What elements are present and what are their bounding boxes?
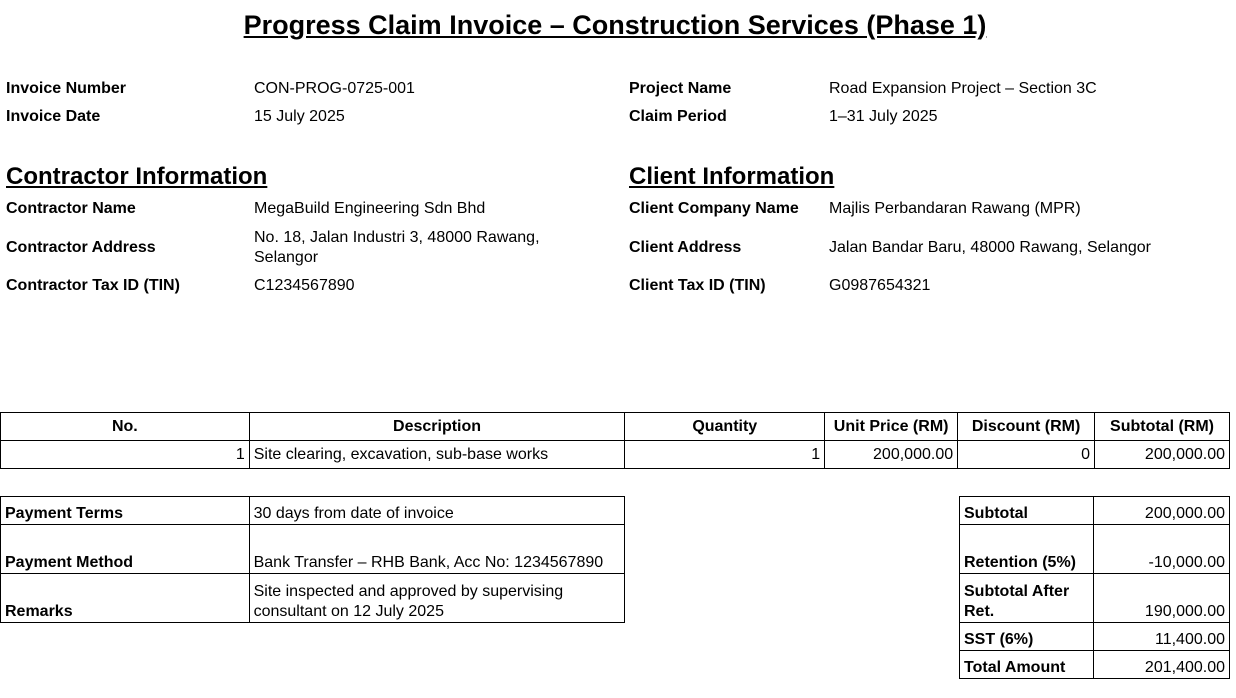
client-tin-value: G0987654321: [829, 277, 931, 294]
payment-terms-value: 30 days from date of invoice: [249, 497, 624, 525]
cell-subtotal: 200,000.00: [1095, 441, 1230, 469]
table-row: [1, 441, 1230, 469]
header-unit-price: Unit Price (RM): [825, 413, 958, 441]
after-retention-label: Subtotal After Ret.: [960, 574, 1094, 623]
sst-value: 11,400.00: [1094, 623, 1230, 651]
after-retention-value: 190,000.00: [1094, 574, 1230, 623]
header-no: No.: [1, 413, 250, 441]
contractor-address-value: No. 18, Jalan Industri 3, 48000 Rawang, Selangor: [254, 229, 540, 266]
cell-discount: 0: [958, 441, 1095, 469]
total-amount-row: [960, 651, 1230, 679]
cell-description: Site clearing, excavation, sub-base works: [249, 441, 625, 469]
remarks-row: [1, 574, 625, 623]
contractor-tin-value: C1234567890: [254, 277, 355, 294]
cell-quantity: 1: [625, 441, 825, 469]
payment-method-label: Payment Method: [1, 525, 250, 574]
header-description: Description: [249, 413, 625, 441]
contractor-name-value: MegaBuild Engineering Sdn Bhd: [254, 200, 486, 217]
client-heading: Client Information: [629, 163, 835, 190]
payment-method-row: [1, 525, 625, 574]
items-table: [0, 412, 1230, 469]
invoice-date-value: 15 July 2025: [254, 108, 345, 125]
client-address-value: Jalan Bandar Baru, 48000 Rawang, Selangor: [829, 239, 1151, 256]
payment-table: [0, 496, 625, 623]
project-name-value: Road Expansion Project – Section 3C: [829, 80, 1097, 97]
contractor-tin-label: Contractor Tax ID (TIN): [6, 277, 180, 294]
remarks-label: Remarks: [1, 574, 250, 623]
retention-value: -10,000.00: [1094, 525, 1230, 574]
payment-terms-label: Payment Terms: [1, 497, 250, 525]
payment-terms-row: [1, 497, 625, 525]
items-header-row: [1, 413, 1230, 441]
retention-row: [960, 525, 1230, 574]
claim-period-value: 1–31 July 2025: [829, 108, 938, 125]
header-subtotal: Subtotal (RM): [1095, 413, 1230, 441]
claim-period-label: Claim Period: [629, 108, 727, 125]
cell-no: 1: [1, 441, 250, 469]
sst-row: [960, 623, 1230, 651]
cell-unit-price: 200,000.00: [825, 441, 958, 469]
header-quantity: Quantity: [625, 413, 825, 441]
total-amount-label: Total Amount: [960, 651, 1094, 679]
sst-label: SST (6%): [960, 623, 1094, 651]
invoice-number-value: CON-PROG-0725-001: [254, 80, 415, 97]
invoice-number-label: Invoice Number: [6, 80, 127, 97]
header-discount: Discount (RM): [958, 413, 1095, 441]
project-name-label: Project Name: [629, 80, 732, 97]
contractor-name-label: Contractor Name: [6, 200, 136, 217]
client-tin-label: Client Tax ID (TIN): [629, 277, 766, 294]
payment-method-value: Bank Transfer – RHB Bank, Acc No: 1234567890: [249, 525, 624, 574]
client-name-value: Majlis Perbandaran Rawang (MPR): [829, 200, 1081, 217]
invoice-date-label: Invoice Date: [6, 108, 101, 125]
subtotal-label: Subtotal: [960, 497, 1094, 525]
contractor-address-label: Contractor Address: [6, 239, 156, 256]
total-amount-value: 201,400.00: [1094, 651, 1230, 679]
invoice-title: Progress Claim Invoice – Construction Services (Phase 1): [243, 10, 987, 40]
after-retention-row: [960, 574, 1230, 623]
contractor-heading: Contractor Information: [6, 163, 268, 190]
remarks-value: Site inspected and approved by supervising consultant on 12 July 2025: [249, 574, 624, 623]
subtotal-row: [960, 497, 1230, 525]
client-address-label: Client Address: [629, 239, 742, 256]
client-name-label: Client Company Name: [629, 200, 799, 217]
retention-label: Retention (5%): [960, 525, 1094, 574]
totals-table: [959, 496, 1230, 679]
subtotal-value: 200,000.00: [1094, 497, 1230, 525]
